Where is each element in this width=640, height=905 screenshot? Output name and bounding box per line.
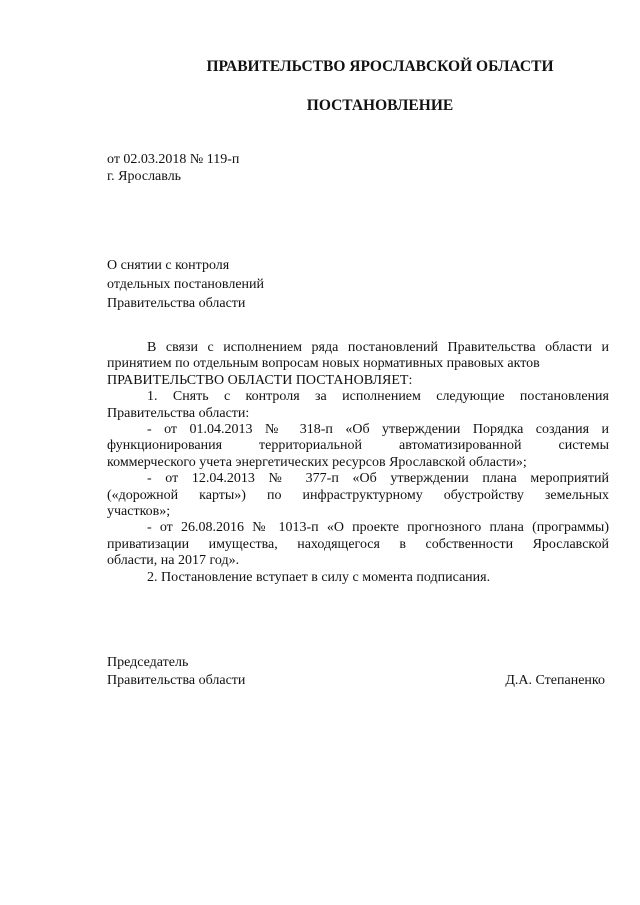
- subject-line: отдельных постановлений: [107, 277, 265, 292]
- body-line: приватизации имущества, находящегося в собственности Ярославской: [107, 536, 609, 552]
- signatory-position: Правительства области: [107, 673, 246, 688]
- body-line: участков»;: [107, 504, 171, 520]
- body-line: функционирования территориальной автоматизированной системы: [107, 438, 609, 454]
- body-line: 1. Снять с контроля за исполнением следующие постановления: [147, 389, 609, 405]
- body-line: 2. Постановление вступает в силу с момента подписания.: [147, 569, 491, 585]
- subject-line: Правительства области: [107, 296, 246, 311]
- subject-line: О снятии с контроля: [107, 258, 230, 273]
- date-number: от 02.03.2018 № 119-п: [107, 152, 240, 167]
- document-body: [107, 340, 609, 586]
- document-meta: [107, 151, 239, 185]
- body-line: - от 12.04.2013 № 377-п «Об утверждении плана мероприятий: [147, 471, 609, 487]
- document-type-heading: ПОСТАНОВЛЕНИЕ: [306, 97, 454, 114]
- body-line: коммерческого учета энергетических ресурсов Ярославской области»;: [107, 454, 527, 470]
- body-line: ПРАВИТЕЛЬСТВО ОБЛАСТИ ПОСТАНОВЛЯЕТ:: [107, 372, 413, 388]
- government-title: ПРАВИТЕЛЬСТВО ЯРОСЛАВСКОЙ ОБЛАСТИ: [206, 58, 554, 75]
- city: г. Ярославль: [107, 169, 182, 184]
- body-line: («дорожной карты») по инфраструктурному обустройству земельных: [107, 487, 609, 503]
- body-line: - от 26.08.2016 № 1013-п «О проекте прогнозного плана (программы): [147, 520, 609, 536]
- body-line: Правительства области:: [107, 405, 250, 421]
- body-line: - от 01.04.2013 № 318-п «Об утверждении Порядка создания и: [147, 422, 609, 438]
- body-line: В связи с исполнением ряда постановлений Правительства области и: [147, 340, 609, 355]
- body-line: области, на 2017 год».: [107, 553, 240, 569]
- body-line: принятием по отдельным вопросам новых нормативных правовых актов: [107, 356, 540, 372]
- signature-block: [107, 654, 605, 690]
- document-subject: [107, 256, 264, 313]
- signatory-name: Д.А. Степаненко: [505, 673, 605, 688]
- signatory-position: Председатель: [107, 655, 189, 670]
